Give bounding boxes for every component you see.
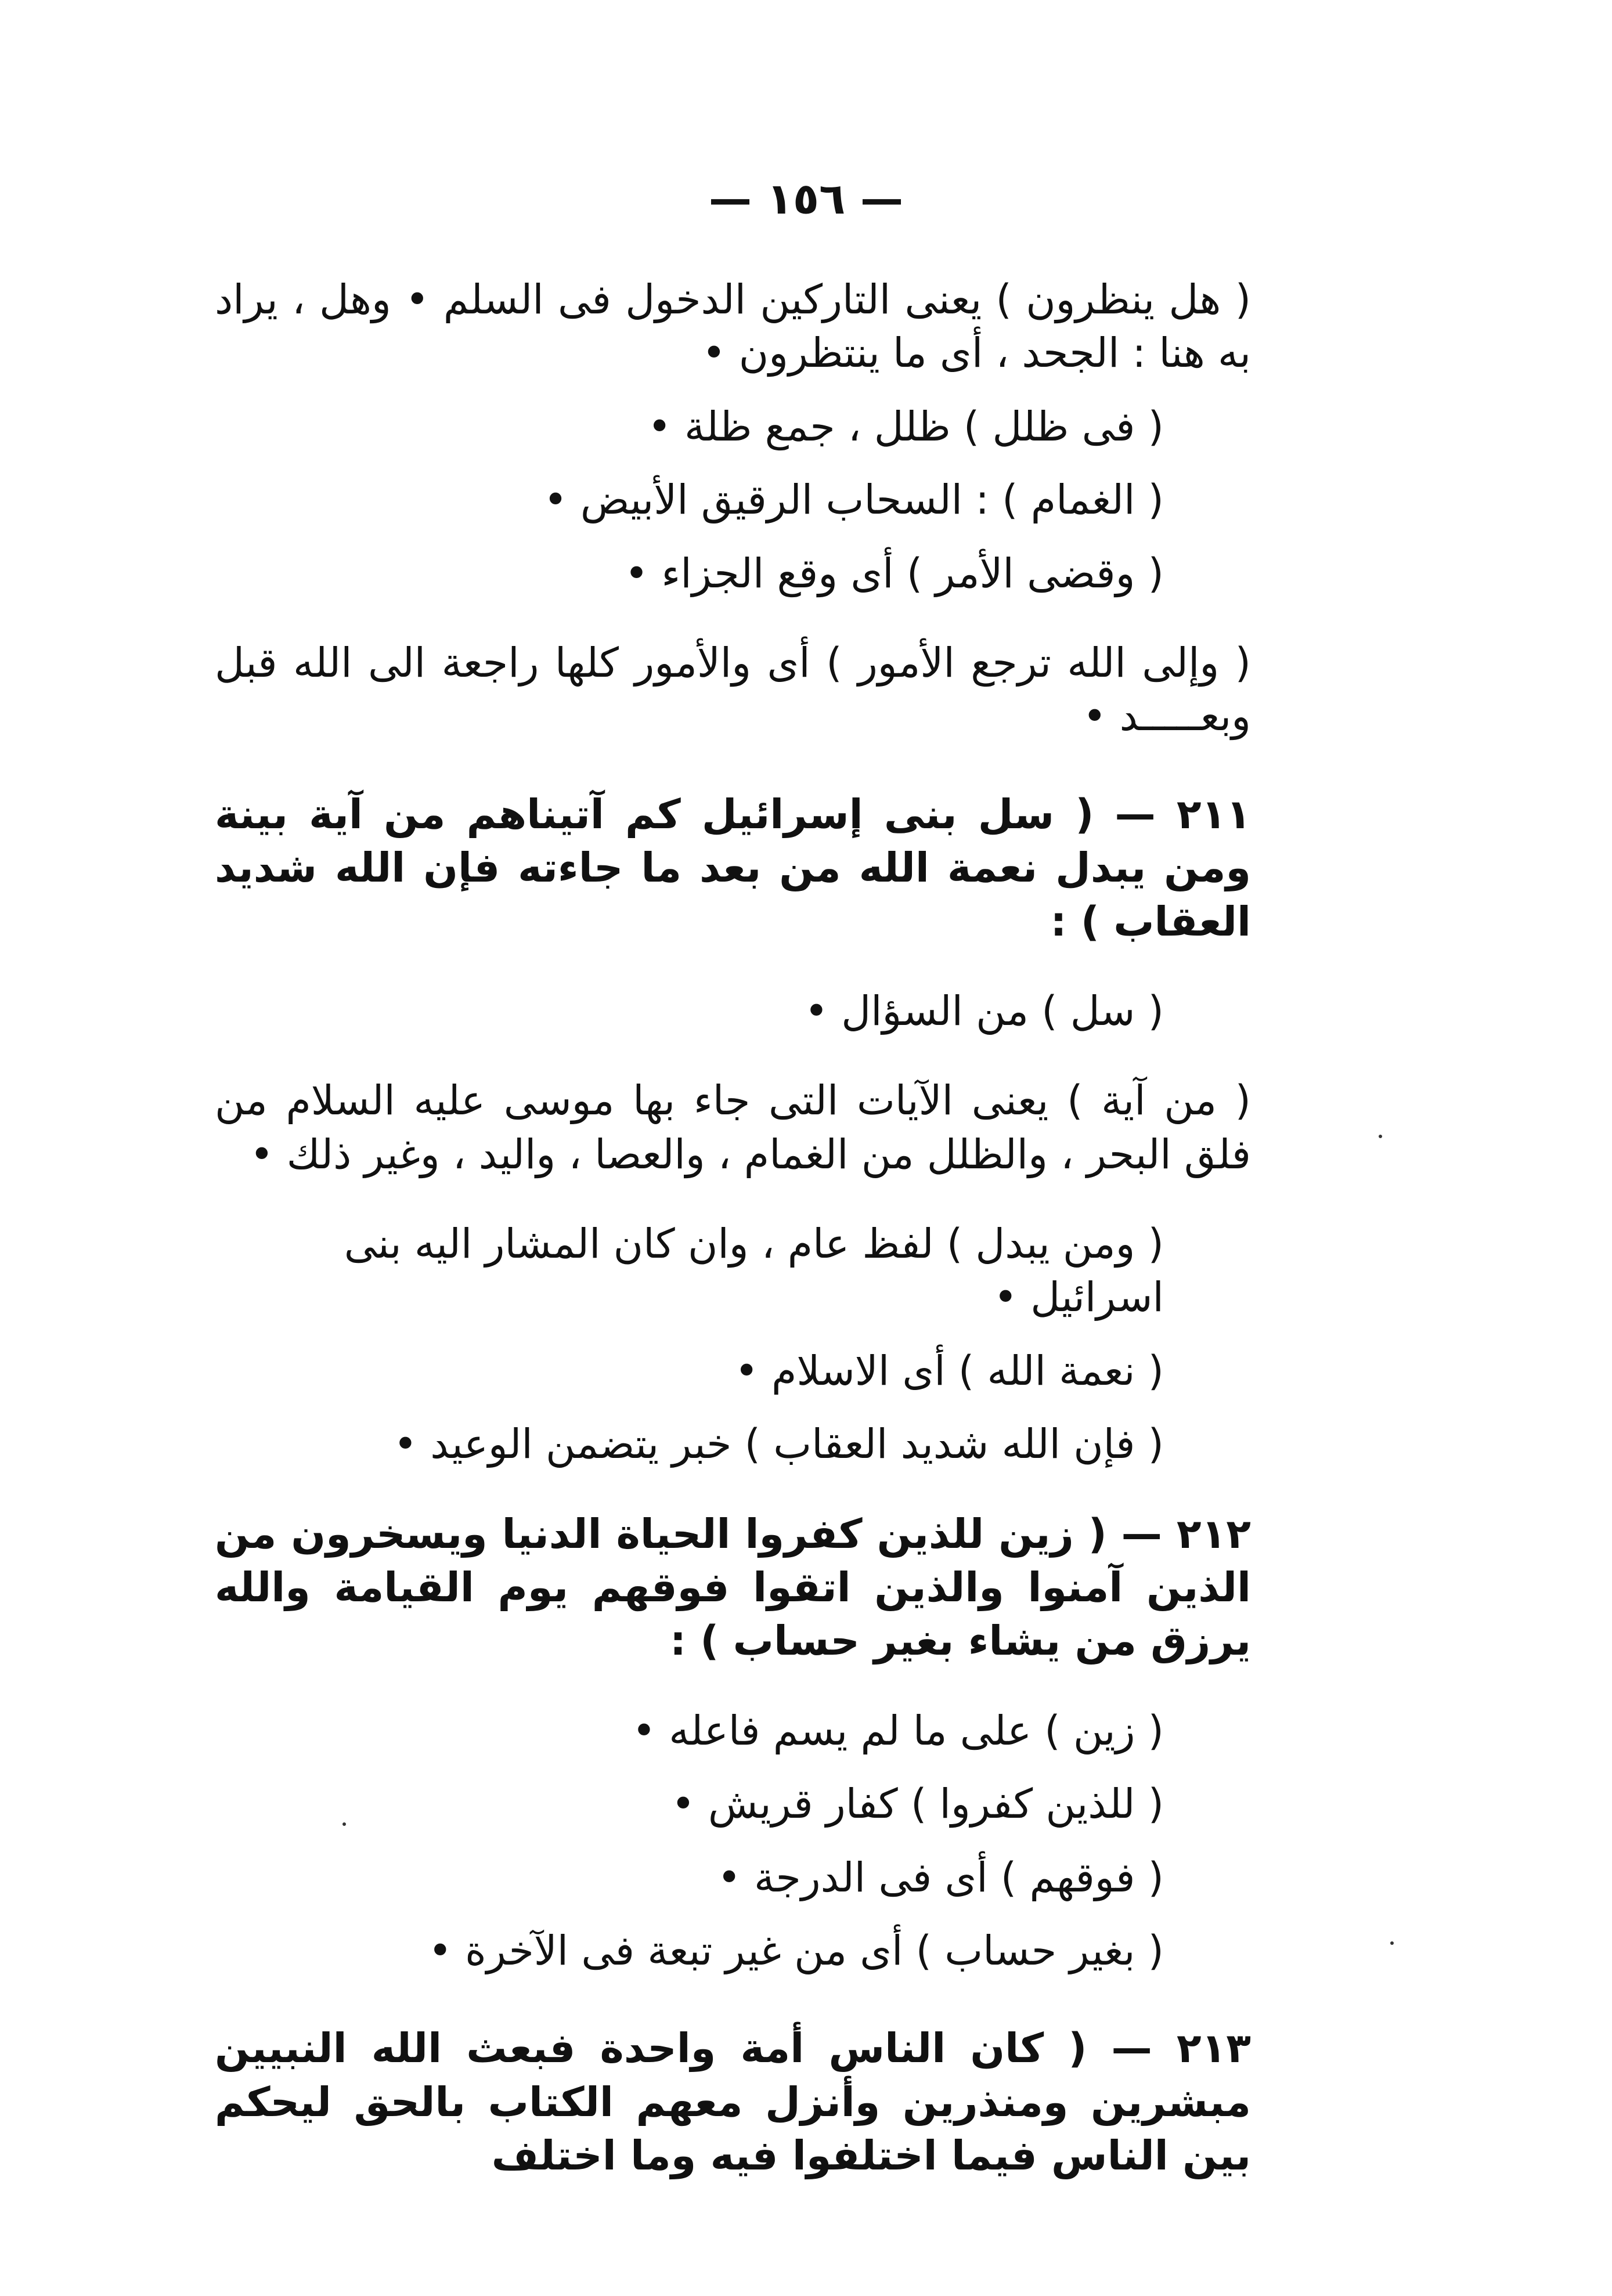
gloss-fa-inna-allah: ( فإن الله شديد العقاب ) خبر يتضمن الوعيد •: [393, 1420, 1164, 1468]
gloss-fi-zulal: ( فى ظلل ) ظلل ، جمع ظلة •: [647, 402, 1164, 450]
page-body: [215, 273, 1251, 2183]
page-number: — ١٥٦ —: [708, 174, 904, 224]
gloss-nimat-allah: ( نعمة الله ) أى الاسلام •: [734, 1346, 1164, 1395]
scan-speck: [1390, 1941, 1394, 1945]
scan-speck: [342, 1822, 346, 1826]
gloss-lilladhina-kafaru: ( للذين كفروا ) كفار قريش •: [671, 1780, 1164, 1828]
gloss-zuyyina: ( زين ) على ما لم يسم فاعله •: [632, 1706, 1164, 1755]
gloss-bighayri-hisab: ( بغير حساب ) أى من غير تبعة فى الآخرة •: [428, 1926, 1164, 1974]
paragraph-min-ayah: ( من آية ) يعنى الآيات التى جاء بها موسى عليه السلام من فلق البحر ، والظلل من الغمام ، والعصا ، واليد ، وغير ذلك •: [215, 1077, 1251, 1178]
gloss-al-ghamam: ( الغمام ) : السحاب الرقيق الأبيض •: [543, 476, 1164, 524]
gloss-wa-man-yubaddil: ( ومن يبدل ) لفظ عام ، وان كان المشار اليه بنى اسرائيل •: [344, 1220, 1164, 1322]
verse-212: ٢١٢ — ( زين للذين كفروا الحياة الدنيا ويسخرون من الذين آمنوا والذين اتقوا فوقهم يوم القيامة والله يرزق من يشاء بغير حساب ) :: [215, 1510, 1251, 1665]
gloss-sal: ( سل ) من السؤال •: [804, 987, 1164, 1035]
paragraph-wa-ila-allah: ( وإلى الله ترجع الأمور ) أى والأمور كلها راجعة الى الله قبل وبعـــــد •: [215, 638, 1251, 741]
verse-213: ٢١٣ — ( كان الناس أمة واحدة فبعث الله النبيين مبشرين ومنذرين وأنزل معهم الكتاب بالحق ليحكم بين الناس فيما اختلفوا فيه وما اختلف: [215, 2024, 1251, 2180]
gloss-fawqahum: ( فوقهم ) أى فى الدرجة •: [717, 1853, 1164, 1901]
verse-211: ٢١١ — ( سل بنى إسرائيل كم آتيناهم من آية بينة ومن يبدل نعمة الله من بعد ما جاءته فإن الله شديد العقاب ) :: [215, 790, 1251, 945]
scan-speck: [1379, 1135, 1382, 1138]
paragraph-hal-yanzurun: ( هل ينظرون ) يعنى التاركين الدخول فى السلم • وهل ، يراد به هنا : الجحد ، أى ما ينتظرون •: [215, 276, 1251, 377]
gloss-wa-qudiya-al-amr: ( وقضى الأمر ) أى وقع الجزاء •: [624, 549, 1164, 597]
